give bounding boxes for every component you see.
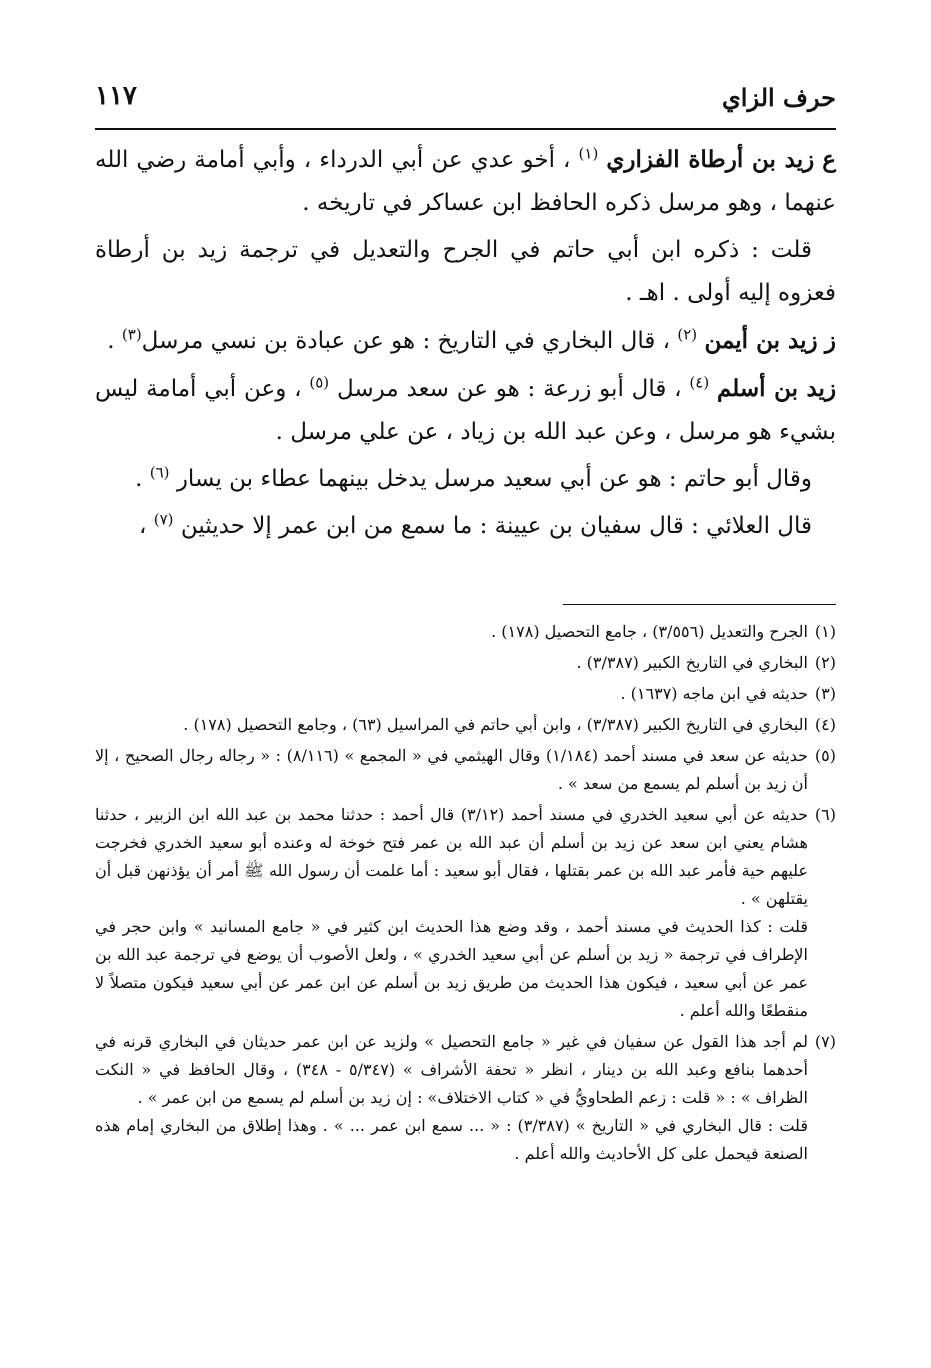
footnote-number: (٥) [814, 746, 836, 765]
note-ref: (٦) [149, 463, 170, 482]
entry-zayd-ibn-aslam [95, 367, 836, 454]
footnote-text: لم أجد هذا القول عن سفيان في غير « جامع التحصيل » ولزيد عن ابن عمر حديثان في البخاري قرنه في أحدهما بنافع وعبد الله بن دينار ، انظر « تحفة الأشراف » (٥/٣٤٧ - ٣٤٨) ، وقال الحافظ في « النكت الظراف » : « قلت : زعم الطحاويُّ في « كتاب الاختلاف» : إن زيد بن أسلم لم يسمع من ابن عمر » . [95, 1032, 809, 1107]
note-ref: (٤) [689, 373, 710, 392]
footnote [95, 801, 836, 1025]
entry-name: زيد بن أرطاة الفزاري [606, 146, 815, 173]
footnote-number: (٢) [814, 653, 836, 672]
main-text [95, 138, 836, 552]
entry-zayd-ibn-artat [95, 138, 836, 225]
note-ref: (٥) [309, 373, 330, 392]
footnote [95, 1028, 836, 1168]
entry-prefix: ز [824, 327, 836, 354]
paragraph-text: قال العلائي : قال سفيان بن عيينة : ما سمع من ابن عمر إلا حديثين [180, 513, 812, 539]
note-ref: (٢) [677, 325, 698, 344]
footnote-number: (٤) [814, 715, 836, 734]
footnote [95, 742, 836, 798]
entry-text: ، وعن أبي أمامة ليس بشيء هو مرسل ، وعن عبد الله بن زياد ، عن علي مرسل . [95, 376, 836, 445]
entry-end: . [107, 328, 115, 354]
note-ref: (١) [578, 144, 599, 163]
note-ref: (٣) [121, 325, 142, 344]
paragraph-end: . [135, 466, 143, 492]
header-rule [95, 128, 836, 130]
footnote-number: (٣) [814, 684, 836, 703]
entry-text: ، قال أبو زرعة : هو عن سعد مرسل [336, 376, 682, 402]
footnote-text: قلت : قال البخاري في « التاريخ » (٣/٣٨٧) : « ... سمع ابن عمر ... » . وهذا إطلاق من البخاري إمام هذه الصنعة فيحمل على كل الأحاديث والله أعلم . [95, 1116, 808, 1163]
footnote-text: البخاري في التاريخ الكبير (٣/٣٨٧) ، وابن أبي حاتم في المراسيل (٦٣) ، وجامع التحصيل (١٧٨) . [183, 715, 808, 734]
entry-text: ، قال البخاري في التاريخ : هو عن عبادة بن نسي مرسل [141, 328, 671, 354]
footnote [95, 618, 836, 646]
entry-zayd-ibn-ayman [95, 319, 836, 363]
footnotes [95, 618, 836, 1171]
footnote-text: قلت : كذا الحديث في مسند أحمد ، وقد وضع هذا الحديث ابن كثير في « جامع المسانيد » وابن حجر في الإطراف في ترجمة « زيد بن أسلم عن أبي سعيد الخدري » ، ولعل الأصوب أن يوضع في ترجمة عبد الله بن عمر عن أبي سعيد ، فيكون هذا الحديث من طريق زيد بن أسلم عن ابن عمر عن أبي سعيد فيكون متصلاً لا منقطعًا والله أعلم . [95, 917, 809, 1020]
footnote [95, 680, 836, 708]
footnote-rule [563, 604, 836, 605]
page-header [95, 75, 836, 119]
entry-prefix: ع [822, 146, 837, 173]
footnote-text: الجرح والتعديل (٣/٥٥٦) ، جامع التحصيل (١٧٨) . [491, 622, 808, 641]
footnote [95, 711, 836, 739]
footnote-number: (٧) [814, 1032, 836, 1051]
entry-name: زيد بن أيمن [704, 327, 818, 354]
footnote [95, 649, 836, 677]
footnote-text: حديثه عن أبي سعيد الخدري في مسند أحمد (٣/١٢) قال أحمد : حدثنا محمد بن عبد الله ابن الزبير ، حدثنا هشام يعني ابن سعد عن زيد بن أسلم أن عبد الله بن عمر فتح خوخة له وعنده أبو سعيد الخدري فخرجت عليهم حية فأمر عبد الله بن عمر بقتلها ، فقال أبو سعيد : أما علمت أن رسول الله ﷺ أمر أن يؤذنهن قبل أن يقتلهن » . [95, 805, 808, 908]
running-title: حرف الزاي [722, 83, 836, 112]
paragraph [95, 458, 836, 501]
entry-text: ، أخو عدي عن أبي الدرداء ، وأبي أمامة رضي الله عنهما ، وهو مرسل ذكره الحافظ ابن عساكر في تاريخه . [95, 147, 836, 216]
footnote-text: حديثه عن سعد في مسند أحمد (١/١٨٤) وقال الهيثمي في « المجمع » (٨/١١٦) : « رجاله رجال الصحيح ، إلا أن زيد بن أسلم لم يسمع من سعد » . [95, 746, 808, 793]
footnote-number: (٦) [814, 805, 836, 824]
paragraph [95, 505, 836, 548]
page-number: ١١٧ [95, 81, 137, 111]
paragraph-end: ، [138, 513, 147, 539]
footnote-text: البخاري في التاريخ الكبير (٣/٣٨٧) . [576, 653, 808, 672]
paragraph: قلت : ذكره ابن أبي حاتم في الجرح والتعديل في ترجمة زيد بن أرطاة فعزوه إليه أولى . اهـ . [95, 237, 836, 306]
footnote-number: (١) [814, 622, 836, 641]
entry-name: زيد بن أسلم [716, 375, 837, 402]
paragraph-text: وقال أبو حاتم : هو عن أبي سعيد مرسل يدخل بينهما عطاء بن يسار [176, 466, 812, 492]
note-ref: (٧) [153, 510, 174, 529]
footnote-text: حديثه في ابن ماجه (١٦٣٧) . [620, 684, 808, 703]
